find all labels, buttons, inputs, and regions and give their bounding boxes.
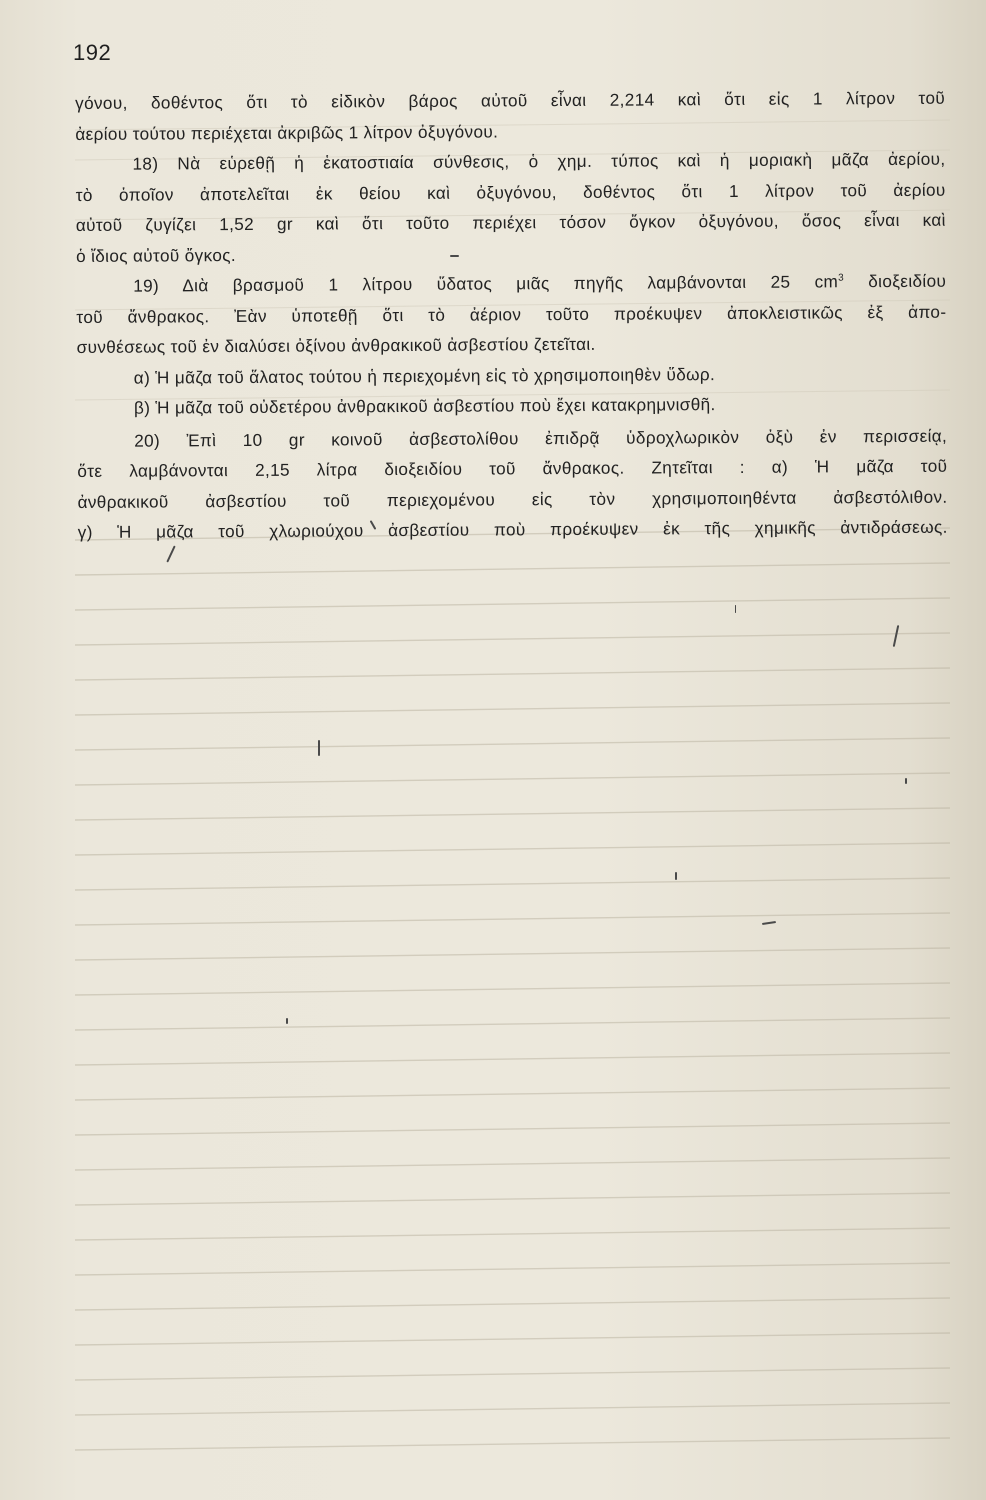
ink-speck: [286, 1018, 288, 1024]
exercise-19-item-a: α) Ἡ μᾶζα τοῦ ἅλατος τούτου ἡ περιεχομένη εἰς τὸ χρησιμοποιηθὲν ὕδωρ.: [133, 363, 716, 388]
ink-speck: [166, 545, 175, 562]
ink-speck: [735, 605, 736, 613]
exercise-19-text: 19) Διὰ βρασμοῦ 1 λίτρου ὕδατος μιᾶς πηγῆς λαμβάνονται 25 cm: [133, 271, 839, 296]
ink-speck: [905, 778, 907, 784]
ink-speck: [675, 872, 677, 880]
exercise-19-item-b: β) Ἡ μᾶζα τοῦ οὐδετέρου ἀνθρακικοῦ ἀσβεστίου ποὺ ἔχει κατακρημνισθῆ.: [133, 394, 716, 418]
page-number: 192: [73, 40, 112, 65]
exercise-20-line: ἀνθρακικοῦ ἀσβεστίου τοῦ περιεχομένου εἰς τὸν χρησιμοποιηθέντα ἀσβεστόλιθον.: [77, 486, 948, 512]
exercise-18-line: ὁ ἴδιος αὐτοῦ ὄγκος.: [75, 244, 237, 266]
ink-speck: [893, 625, 900, 647]
ink-speck: [762, 921, 776, 925]
ink-speck: [318, 740, 320, 756]
exercise-19-line: [76, 266, 946, 302]
exercise-18-line: αὐτοῦ ζυγίζει 1,52 gr καὶ ὅτι τοῦτο περιέχει τόσον ὄγκον ὀξυγόνου, ὅσος εἶναι καὶ: [75, 209, 946, 235]
exercise-text: [75, 83, 948, 548]
text-line: ἀερίου τούτου περιέχεται ἀκριβῶς 1 λίτρον ὀξυγόνου.: [75, 120, 499, 144]
exercise-18-line: 18) Νὰ εὑρεθῇ ἡ ἑκατοστιαία σύνθεσις, ὁ χημ. τύπος καὶ ἡ μοριακὴ μᾶζα ἀερίου,: [132, 148, 946, 174]
exercise-19-line: συνθέσεως τοῦ ἐν διαλύσει ὀξίνου ἀνθρακικοῦ ἀσβεστίου ζετεῖται.: [76, 333, 596, 357]
text-line: γόνου, δοθέντος ὅτι τὸ εἰδικὸν βάρος αὐτοῦ εἶναι 2,214 καὶ ὅτι εἰς 1 λίτρον τοῦ: [75, 87, 946, 113]
exercise-20-line: γ) Ἡ μᾶζα τοῦ χλωριούχου ἀσβεστίου ποὺ προέκυψεν ἐκ τῆς χημικῆς ἀντιδράσεως.: [77, 516, 948, 542]
exponent: 3: [838, 272, 845, 284]
exercise-18-line: τὸ ὁποῖον ἀποτελεῖται ἐκ θείου καὶ ὀξυγόνου, δοθέντος ὅτι 1 λίτρον τοῦ ἀερίου: [75, 179, 946, 205]
exercise-20-line: 20) Ἐπὶ 10 gr κοινοῦ ἀσβεστολίθου ἐπιδρᾷ ὑδροχλωρικὸν ὀξὺ ἐν περισσείᾳ,: [134, 425, 948, 451]
exercise-20-line: ὅτε λαμβάνονται 2,15 λίτρα διοξειδίου τοῦ ἄνθρακος. Ζητεῖται : α) Ἡ μᾶζα τοῦ: [77, 455, 948, 481]
exercise-19-line: τοῦ ἄνθρακος. Ἐὰν ὑποτεθῇ ὅτι τὸ ἀέριον τοῦτο προέκυψεν ἀποκλειστικῶς ἐξ ἀπο-: [76, 301, 947, 327]
exercise-19-text: διοξειδίου: [844, 270, 947, 292]
